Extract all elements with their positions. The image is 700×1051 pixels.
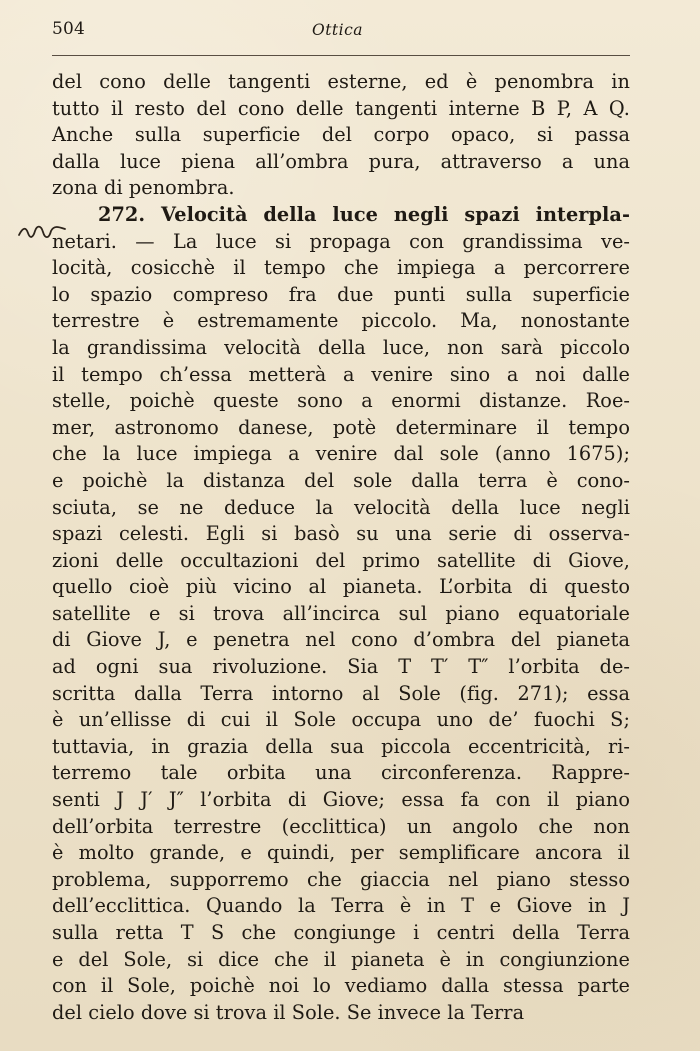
text-line: ad ogni sua rivoluzione. Sia T T′ T″ l’orbita de- bbox=[52, 655, 630, 679]
page-header bbox=[52, 18, 630, 56]
text-line: e del Sole, si dice che il pianeta è in congiunzione bbox=[52, 947, 630, 971]
text-line: spazi celesti. Egli si basò su una serie di osserva- bbox=[52, 522, 630, 546]
running-title: Ottica bbox=[312, 21, 364, 39]
text-line: Anche sulla superficie del corpo opaco, si passa bbox=[52, 123, 630, 147]
text-line: quello cioè più vicino al pianeta. L’orbita di questo bbox=[52, 575, 630, 599]
text-line: che la luce impiega a venire dal sole (anno 1675); bbox=[52, 442, 630, 466]
text-line: terrestre è estremamente piccolo. Ma, nonostante bbox=[52, 309, 630, 333]
text-line: sulla retta T S che congiunge i centri della Terra bbox=[52, 921, 630, 944]
text-line: del cielo dove si trova il Sole. Se invece la Terra bbox=[52, 1000, 525, 1024]
header-rule bbox=[52, 55, 630, 56]
text-line: tutto il resto del cono delle tangenti interne B P, A Q. bbox=[52, 96, 630, 120]
text-line: zona di penombra. bbox=[52, 176, 235, 200]
page-number: 504 bbox=[52, 19, 86, 39]
text-line: il tempo ch’essa metterà a venire sino a noi dalle bbox=[52, 362, 630, 386]
text-line: dell’ecclittica. Quando la Terra è in T e Giove in J bbox=[52, 894, 630, 918]
text-line: locità, cosicchè il tempo che impiega a percorrere bbox=[52, 256, 630, 280]
text-line: tuttavia, in grazia della sua piccola eccentricità, ri- bbox=[52, 734, 630, 758]
text-line: lo spazio compreso fra due punti sulla superficie bbox=[52, 282, 630, 306]
text-line: è molto grande, e quindi, per semplificare ancora il bbox=[52, 841, 630, 865]
text-line: dell’orbita terrestre (ecclittica) un angolo che non bbox=[52, 814, 630, 838]
text-line: scritta dalla Terra intorno al Sole (fig. 271); essa bbox=[52, 681, 630, 705]
text-line: sciuta, se ne deduce la velocità della luce negli bbox=[52, 495, 630, 519]
text-line: del cono delle tangenti esterne, ed è penombra in bbox=[52, 70, 630, 93]
text-line: netari. — La luce si propaga con grandissima ve- bbox=[52, 229, 630, 253]
body-text bbox=[52, 69, 630, 1026]
text-line: con il Sole, poichè noi lo vediamo dalla stessa parte bbox=[52, 974, 630, 998]
text-line: terremo tale orbita una circonferenza. Rappre- bbox=[52, 761, 630, 785]
text-line: mer, astronomo danese, potè determinare il tempo bbox=[52, 415, 630, 439]
text-line: è un’ellisse di cui il Sole occupa uno de’ fuochi S; bbox=[52, 708, 630, 732]
text-line: di Giove J, e penetra nel cono d’ombra del pianeta bbox=[52, 628, 630, 652]
text-line: la grandissima velocità della luce, non sarà piccolo bbox=[52, 335, 630, 359]
section-heading-line: 272. Velocità della luce negli spazi interpla- bbox=[98, 202, 630, 226]
text-line: e poichè la distanza del sole dalla terra è cono- bbox=[52, 468, 630, 492]
text-line: satellite e si trova all’incirca sul piano equatoriale bbox=[52, 601, 630, 625]
text-line: problema, supporremo che giaccia nel piano stesso bbox=[52, 867, 630, 891]
text-line: dalla luce piena all’ombra pura, attraverso a una bbox=[52, 149, 630, 173]
text-line: senti J J′ J″ l’orbita di Giove; essa fa con il piano bbox=[52, 788, 630, 812]
text-line: stelle, poichè queste sono a enormi distanze. Roe- bbox=[52, 389, 630, 413]
text-line: zioni delle occultazioni del primo satellite di Giove, bbox=[52, 548, 630, 572]
